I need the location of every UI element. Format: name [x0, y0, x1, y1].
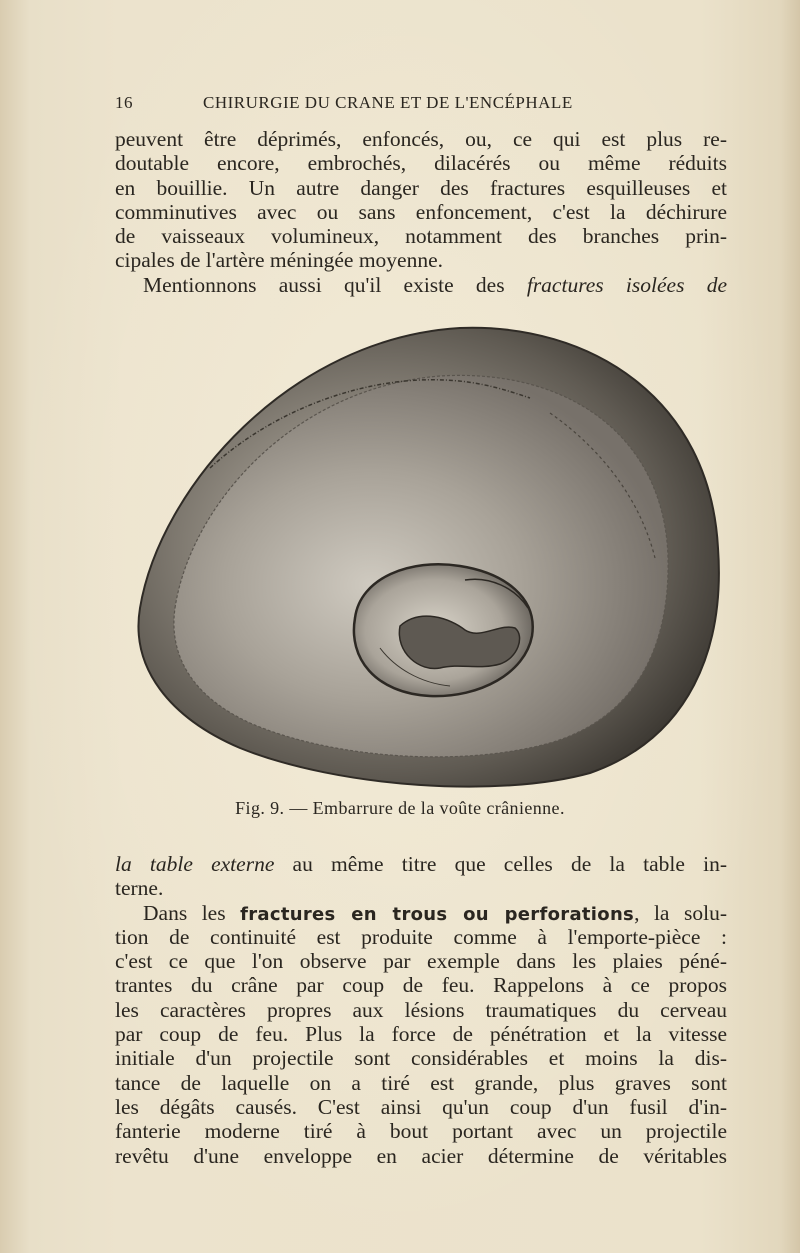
text-line: [115, 852, 727, 876]
text-line: c'est ce que l'on observe par exemple dans les plaies péné-: [115, 949, 727, 974]
text-line: tance de laquelle on a tiré est grande, plus graves sont: [115, 1070, 727, 1095]
text-line: tion de continuité est produite comme à l'emporte-pièce :: [115, 924, 727, 949]
page-header: [115, 93, 725, 117]
text-span: , la solu-: [634, 900, 727, 925]
text-line: fanterie moderne tiré à bout portant avec un projectile: [115, 1119, 727, 1144]
text-line: initiale d'un projectile sont considérables et moins la dis-: [115, 1046, 727, 1071]
text-span: Mentionnons aussi qu'il existe des: [143, 272, 527, 297]
text-line: les caractères propres aux lésions traumatiques du cerveau: [115, 997, 727, 1022]
text-line: [115, 901, 727, 925]
figure-caption: [0, 798, 800, 819]
italic-term: fractures isolées de: [526, 272, 727, 297]
skull-vault-illustration: [120, 318, 730, 798]
text-line: terne.: [115, 876, 164, 901]
text-span: au même titre que celles de la table in-: [274, 852, 727, 876]
figure-skull-vault: [120, 318, 730, 798]
text-line: peuvent être déprimés, enfoncés, ou, ce qui est plus re-: [115, 127, 727, 151]
caption-text: — Embarrure de la voûte crânienne.: [289, 798, 565, 818]
text-line: cipales de l'artère méningée moyenne.: [115, 248, 444, 273]
text-line: trantes du crâne par coup de feu. Rappelons à ce propos: [115, 973, 727, 998]
page-number: 16: [115, 93, 133, 112]
text-line: [115, 273, 727, 297]
text-line: comminutives avec ou sans enfoncement, c'est la déchirure: [115, 199, 727, 224]
top-paragraphs: [115, 127, 727, 297]
running-title: CHIRURGIE DU CRANE ET DE L'ENCÉPHALE: [203, 93, 573, 112]
text-line: de vaisseaux volumineux, notamment des branches prin-: [115, 224, 727, 249]
text-span: Dans les: [143, 900, 241, 925]
text-line: les dégâts causés. C'est ainsi qu'un coup d'un fusil d'in-: [115, 1094, 727, 1119]
bold-term: fractures en trous ou perforations: [240, 903, 635, 925]
caption-label: Fig. 9.: [235, 798, 285, 818]
bottom-paragraphs: [115, 852, 727, 1168]
text-line: doutable encore, embrochés, dilacérés ou même réduits: [115, 151, 727, 176]
text-line: revêtu d'une enveloppe en acier détermine de véritables: [115, 1143, 727, 1168]
text-line: en bouillie. Un autre danger des fractures esquilleuses et: [115, 175, 727, 200]
text-line: par coup de feu. Plus la force de pénétration et la vitesse: [115, 1022, 727, 1047]
italic-term: la table externe: [115, 852, 275, 876]
